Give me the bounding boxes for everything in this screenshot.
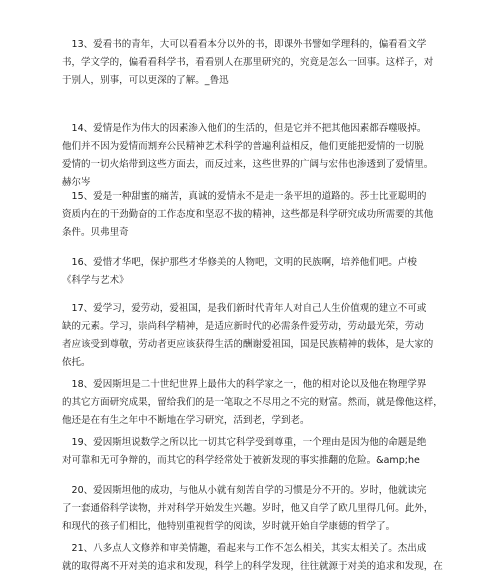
text-line: 对可靠和无可争辩的，而其它的科学经常处于被新发现的事实推翻的危险。&amp;he — [62, 455, 420, 466]
paragraph-14 — [62, 120, 440, 192]
paragraph-15 — [62, 188, 440, 242]
text-line: 17、爱学习，爱劳动，爱祖国，是我们新时代青年人对自己人生价值观的建立不可或 — [62, 303, 427, 314]
paragraph-13 — [62, 36, 440, 90]
text-line: 了一套通俗科学读物，并对科学开始发生兴趣。岁时，他又自学了欧几里得几何。此外， — [62, 503, 434, 514]
text-line: 15、爱是一种甜蜜的痛苦，真诚的爱情永不是走一条平坦的道路的。莎士比亚聪明的 — [62, 191, 427, 202]
text-line: 赫尔岑 — [62, 177, 91, 188]
text-line: 的其它方面研究成果，留给我们的是一笔取之不尽用之不完的财富。然而，就是像他这样， — [62, 397, 443, 408]
text-line: 书，学文学的，偏看看科学书，看看别人在那里研究的，究竟是怎么一回事。这样子，对 — [62, 57, 434, 68]
paragraph-18 — [62, 376, 443, 430]
text-line: 他们并不因为爱情而割弃公民精神艺术科学的普遍利益相反，他们更能把爱情的一切脱 — [62, 141, 424, 152]
text-line: 爱情的一切火焰带到这些方面去，而反过来，这些世界的广阔与宏伟也渗透到了爱情里。 — [62, 159, 434, 170]
text-line: 缺的元素。学习，崇尚科学精神，是适应新时代的必需条件爱劳动，劳动最光荣，劳动 — [62, 321, 424, 332]
text-line: 18、爱因斯坦是二十世纪世界上最伟大的科学家之一，他的相对论以及他在物理学界 — [62, 379, 427, 390]
text-line: 20、爱因斯坦他的成功，与他从小就有刻苦自学的习惯是分不开的。岁时，他就读完 — [62, 485, 427, 496]
text-line: 依托。 — [62, 357, 91, 368]
text-line: 就的取得离不开对美的追求和发现，科学上的科学发现，往往就源于对美的追求和发现，在 — [62, 561, 443, 572]
text-line: 他还是在有生之年中不断地在学习研究，活到老，学到老。 — [62, 415, 310, 426]
text-line: 条件。贝弗里奇 — [62, 227, 129, 238]
text-line: 21、八多点人文修养和审美情趣，看起来与工作不怎么相关，其实太相关了。杰出成 — [62, 543, 427, 554]
text-line: 《科学与艺术》 — [62, 275, 129, 286]
text-line: 16、爱惜才华吧，保护那些才华修美的人物吧，文明的民族啊，培养他们吧。卢梭 — [62, 257, 417, 268]
paragraph-21 — [62, 540, 443, 576]
text-line: 资质内在的干劲勤奋的工作态度和坚忍不拔的精神，这些都是科学研究成功所需要的其他 — [62, 209, 434, 220]
paragraph-17 — [62, 300, 440, 372]
text-line: 和现代的孩子们相比，他特别重视哲学的阅读，岁时就开始自学康德的哲学了。 — [62, 521, 396, 532]
paragraph-16 — [62, 254, 440, 290]
paragraph-19 — [62, 434, 440, 470]
text-line: 者应该受到尊敬，劳动者更应该获得生活的酬谢爱祖国，国是民族精神的载体，是大家的 — [62, 339, 434, 350]
paragraph-20 — [62, 482, 440, 536]
text-line: 13、爱看书的青年，大可以看看本分以外的书，即课外书譬如学理科的，偏看看文学 — [62, 39, 427, 50]
text-line: 19、爱因斯坦说数学之所以比一切其它科学受到尊重，一个理由是因为他的命题是绝 — [62, 437, 427, 448]
text-line: 于别人，别事，可以更深的了解。_鲁迅 — [62, 75, 229, 86]
text-line: 14、爱情是作为伟大的因素渗入他们的生活的，但是它并不把其他因素都吞噬吸掉。 — [62, 123, 427, 134]
